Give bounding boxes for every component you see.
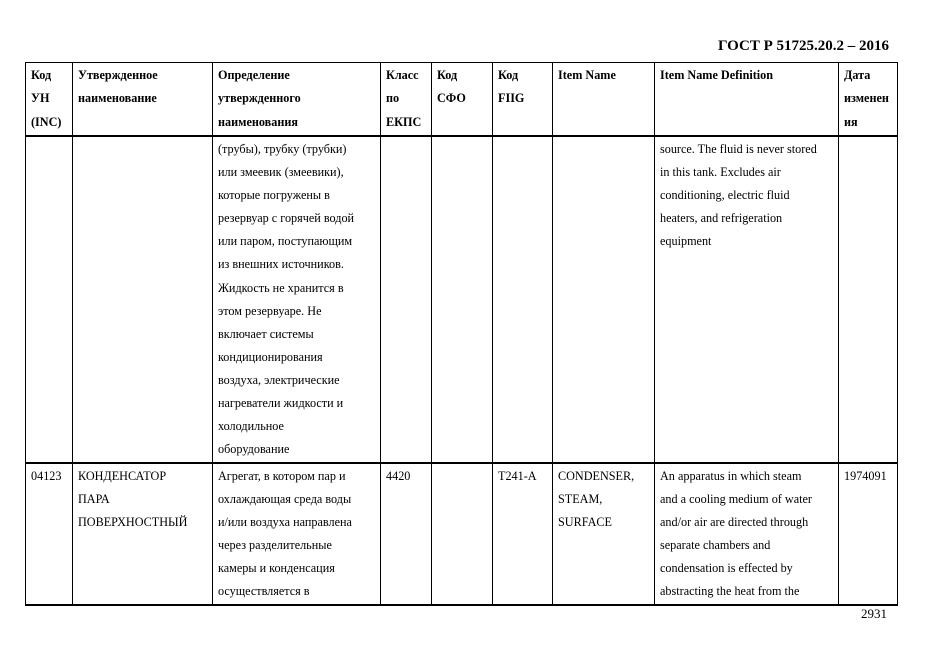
header-fiig-code xyxy=(493,63,553,137)
header-change-date xyxy=(839,63,898,137)
header-ekps-class xyxy=(381,63,432,137)
gost-catalog-table xyxy=(25,62,898,606)
cell-line: separate chambers and xyxy=(660,538,771,553)
cell-inc-code xyxy=(26,136,73,463)
cell-line: камеры и конденсация xyxy=(218,561,335,576)
cell-line: Класс xyxy=(386,68,419,82)
document-code: ГОСТ Р 51725.20.2 – 2016 xyxy=(717,38,889,54)
cell-line: and/or air are directed through xyxy=(660,515,809,530)
cell-line: кондиционирования xyxy=(218,349,323,364)
cell-line: 1974091 xyxy=(844,469,887,483)
cell-item-name-definition xyxy=(655,136,839,463)
cell-line: и/или воздуха направлена xyxy=(218,515,352,530)
cell-line: или паром, поступающим xyxy=(218,234,353,249)
cell-line: наименования xyxy=(218,114,298,129)
page-number: 2931 xyxy=(861,606,887,621)
cell-line: Item Name Definition xyxy=(660,68,774,82)
cell-line: Агрегат, в котором пар и xyxy=(218,469,346,483)
cell-line: Код xyxy=(498,68,519,82)
header-approved-name xyxy=(73,63,213,137)
cell-line: T241-A xyxy=(498,469,537,483)
cell-line: An apparatus in which steam xyxy=(660,469,802,483)
cell-line: или змеевик (змеевики), xyxy=(218,165,344,180)
cell-line: ПОВЕРХНОСТНЫЙ xyxy=(78,515,188,530)
cell-line: SURFACE xyxy=(558,515,612,530)
cell-line: изменен xyxy=(844,91,889,106)
cell-line: (трубы), трубку (трубки) xyxy=(218,142,347,156)
cell-line: conditioning, electric fluid xyxy=(660,188,790,203)
cell-line: STEAM, xyxy=(558,492,603,507)
cell-line: холодильное xyxy=(218,419,284,434)
header-row xyxy=(26,63,898,137)
cell-ekps-class xyxy=(381,463,432,605)
cell-line: FIIG xyxy=(498,91,525,106)
cell-sfo-code xyxy=(432,136,493,463)
cell-line: по xyxy=(386,91,400,106)
cell-line: Дата xyxy=(844,68,871,82)
header-definition xyxy=(213,63,381,137)
cell-line: оборудование xyxy=(218,442,290,457)
cell-sfo-code xyxy=(432,463,493,605)
cell-line: abstracting the heat from the xyxy=(660,584,800,599)
cell-line: которые погружены в xyxy=(218,188,330,203)
cell-item-name-definition xyxy=(655,463,839,605)
cell-inc-code xyxy=(26,463,73,605)
cell-line: через разделительные xyxy=(218,538,332,553)
cell-item-name xyxy=(553,136,655,463)
cell-line: КОНДЕНСАТОР xyxy=(78,469,167,483)
cell-line: equipment xyxy=(660,234,712,249)
cell-line: in this tank. Excludes air xyxy=(660,165,781,180)
cell-line: этом резервуаре. Не xyxy=(218,303,322,318)
cell-line: ия xyxy=(844,114,858,129)
cell-line: нагреватели жидкости и xyxy=(218,396,344,411)
cell-line: Утвержденное xyxy=(78,68,158,82)
table-row xyxy=(26,136,898,463)
cell-line: СФО xyxy=(437,91,466,106)
cell-approved-name xyxy=(73,463,213,605)
header-sfo-code xyxy=(432,63,493,137)
cell-line: and a cooling medium of water xyxy=(660,492,812,507)
cell-line: source. The fluid is never stored xyxy=(660,142,817,156)
cell-approved-name xyxy=(73,136,213,463)
cell-line: Код xyxy=(31,68,52,82)
cell-line: воздуха, электрические xyxy=(218,372,340,387)
cell-line: CONDENSER, xyxy=(558,469,635,483)
header-item-name-definition xyxy=(655,63,839,137)
cell-line: из внешних источников. xyxy=(218,257,344,272)
cell-ekps-class xyxy=(381,136,432,463)
cell-line: Код xyxy=(437,68,458,82)
cell-line: УН xyxy=(31,91,50,106)
cell-line: 4420 xyxy=(386,469,411,483)
cell-line: Определение xyxy=(218,68,290,82)
cell-line: резервуар с горячей водой xyxy=(218,211,355,226)
cell-line: 04123 xyxy=(31,469,62,483)
cell-line: (INC) xyxy=(31,114,62,129)
cell-item-name xyxy=(553,463,655,605)
cell-line: Жидкость не хранится в xyxy=(218,280,344,295)
cell-definition xyxy=(213,463,381,605)
header-item-name xyxy=(553,63,655,137)
cell-change-date xyxy=(839,463,898,605)
cell-line: heaters, and refrigeration xyxy=(660,211,783,226)
cell-line: Item Name xyxy=(558,68,616,82)
cell-line: утвержденного xyxy=(218,91,301,106)
table-row xyxy=(26,463,898,605)
cell-line: condensation is effected by xyxy=(660,561,793,576)
header-inc-code xyxy=(26,63,73,137)
cell-line: наименование xyxy=(78,91,157,106)
cell-definition xyxy=(213,136,381,463)
cell-line: охлаждающая среда воды xyxy=(218,492,352,507)
cell-fiig-code xyxy=(493,463,553,605)
cell-line: ЕКПС xyxy=(386,114,422,129)
cell-line: включает системы xyxy=(218,326,314,341)
cell-change-date xyxy=(839,136,898,463)
cell-line: осуществляется в xyxy=(218,584,310,599)
cell-line: ПАРА xyxy=(78,492,110,507)
cell-fiig-code xyxy=(493,136,553,463)
